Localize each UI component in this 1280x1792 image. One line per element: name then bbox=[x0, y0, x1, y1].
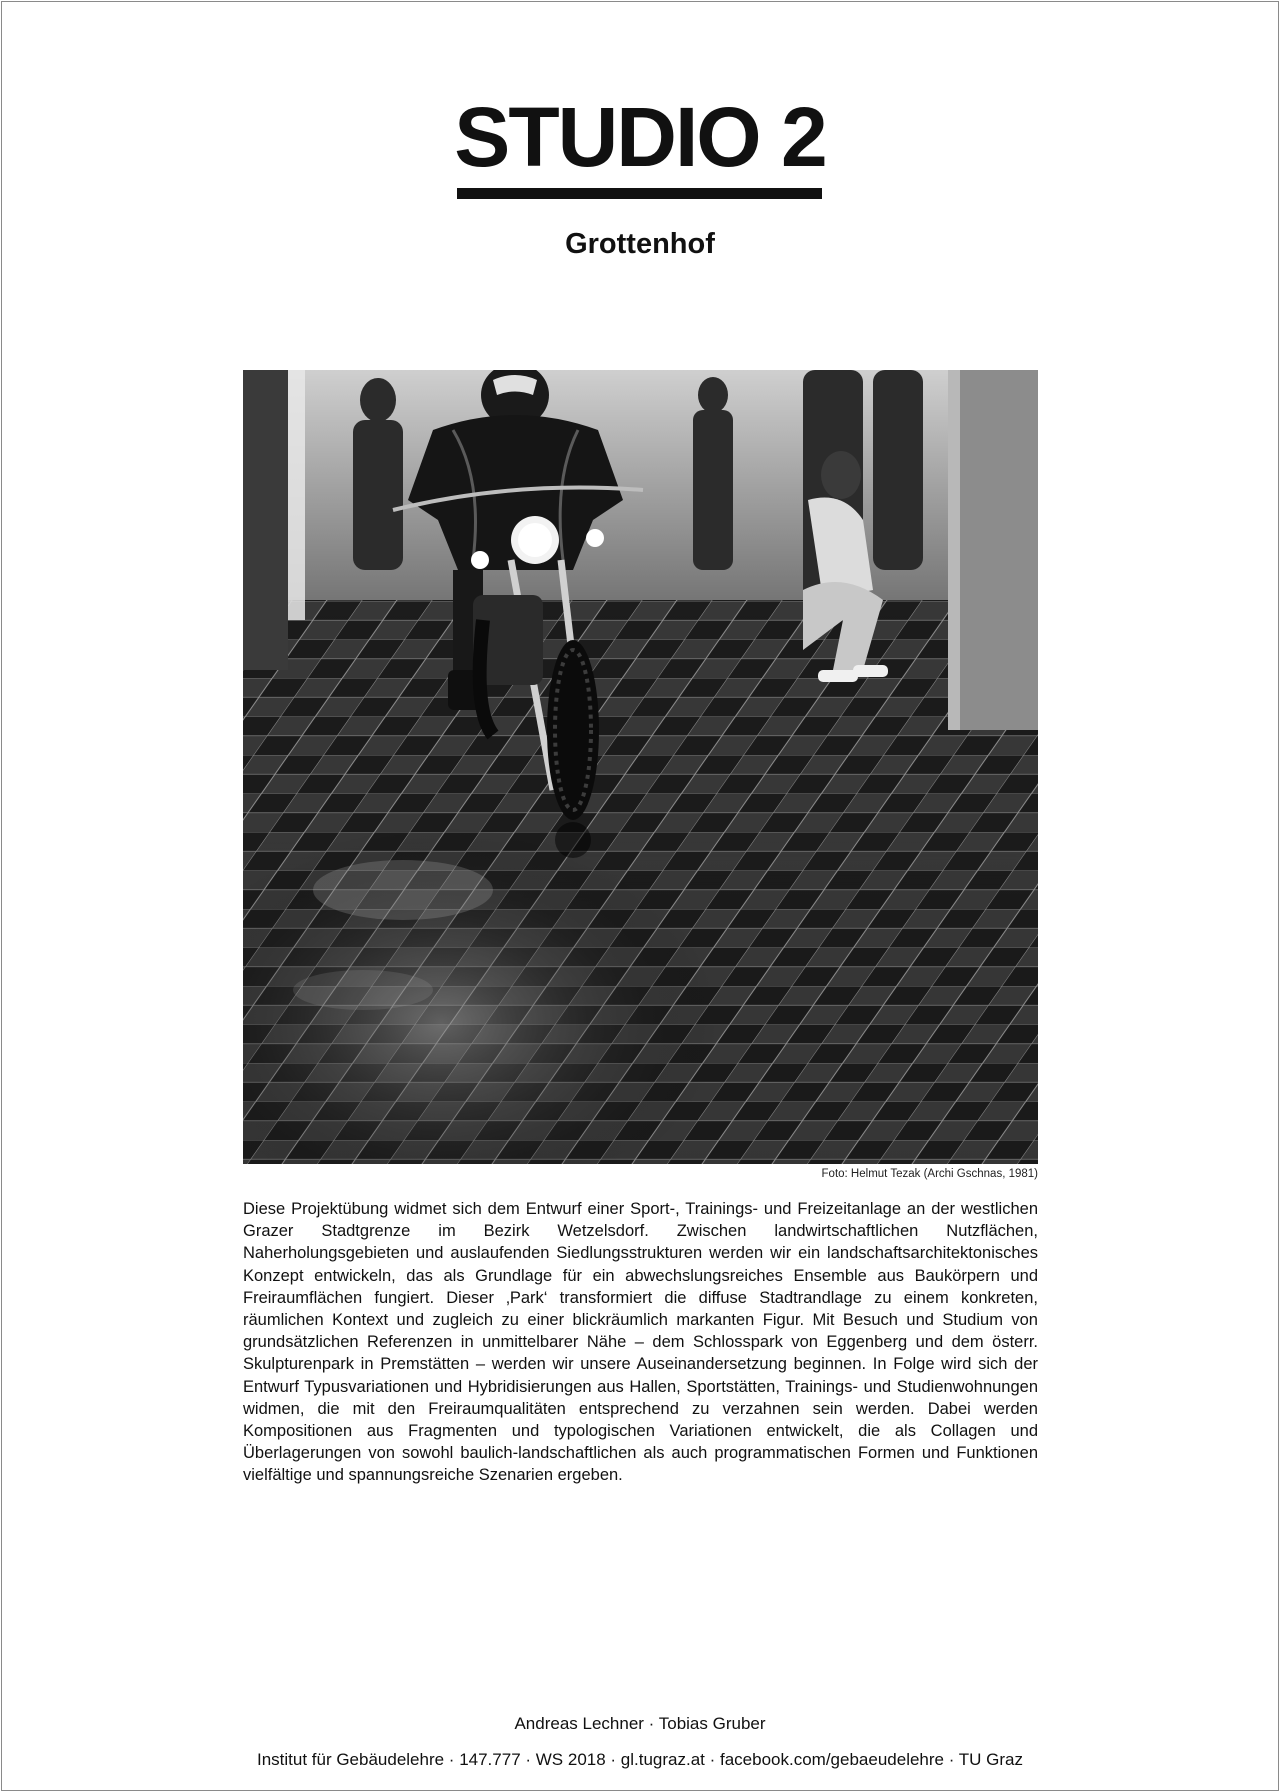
photo-caption: Foto: Helmut Tezak (Archi Gschnas, 1981) bbox=[821, 1168, 1038, 1180]
title-underline bbox=[457, 188, 822, 199]
authors-line: Andreas Lechner · Tobias Gruber bbox=[514, 1714, 766, 1733]
poster-title: STUDIO 2 bbox=[454, 90, 826, 184]
photo-illustration bbox=[243, 370, 1038, 1164]
title-block bbox=[0, 92, 1280, 182]
project-description: Diese Projektübung widmet sich dem Entwurf einer Sport-, Trainings- und Freizeitanlage an der westlichen Grazer Stadtgrenze im Bezirk Wetzelsdorf. Zwischen landwirtschaftlichen Nutzflächen, Naherholungsgebieten und auslaufenden Siedlungsstrukturen werden wir ein landschaftsarchitektonisches Konzept entwickeln, das als Grundlage für ein abwechslungsreiches Ensemble aus Baukörpern und Freiraumflächen fungiert. Dieser ‚Park‘ transformiert die diffuse Stadtrandlage zu einem konkreten, räumlichen Kontext und zugleich zu einer blickräumlich markanten Figur. Mit Besuch und Studium von grundsätzlichen Referenzen in unmittelbarer Nähe – dem Schlosspark von Eggenberg und dem österr. Skulpturenpark in Premstätten – werden wir unsere Auseinandersetzung beginnen. In Folge wird sich der Entwurf Typusvariationen und Hybridisierungen aus Hallen, Sportstätten, Trainings- und Studienwohnungen widmen, die mit den Freiraumqualitäten entsprechend zu verzahnen sein werden. Dabei werden Kompositionen aus Fragmenten und typologischen Variationen entwickelt, die als Collagen und Überlagerungen von sowohl baulich-landschaftlichen als auch programmatischen Formen und Funktionen vielfältige und spannungsreiche Szenarien ergeben. bbox=[243, 1200, 1038, 1485]
institute-footer: Institut für Gebäudelehre · 147.777 · WS 2018 · gl.tugraz.at · facebook.com/gebaeudelehre · TU Graz bbox=[256, 1750, 1024, 1769]
motorcycle-photo bbox=[243, 370, 1038, 1164]
poster-subtitle: Grottenhof bbox=[565, 228, 715, 260]
